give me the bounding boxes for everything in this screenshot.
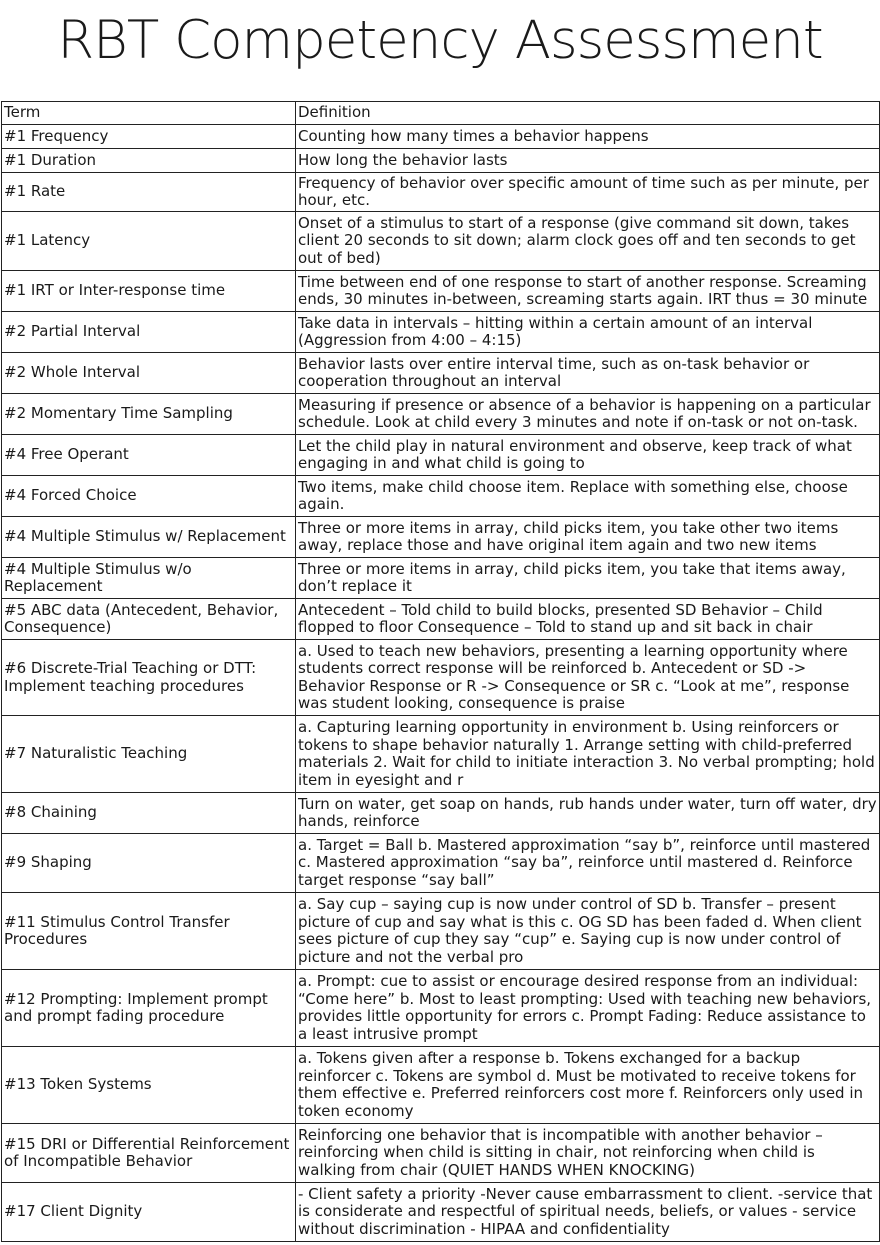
definition-cell: Let the child play in natural environment and observe, keep track of what engaging in and what child is going to: [296, 435, 880, 476]
term-cell: #4 Multiple Stimulus w/o Replacement: [2, 558, 296, 599]
term-cell: #2 Partial Interval: [2, 312, 296, 353]
table-row: [2, 1183, 880, 1242]
table-row: [2, 793, 880, 834]
table-row: [2, 394, 880, 435]
table-row: [2, 271, 880, 312]
term-cell: #12 Prompting: Implement prompt and prompt fading procedure: [2, 970, 296, 1047]
term-cell: #6 Discrete-Trial Teaching or DTT: Implement teaching procedures: [2, 640, 296, 716]
term-cell: #4 Forced Choice: [2, 476, 296, 517]
table-row: [2, 173, 880, 212]
definition-cell: How long the behavior lasts: [296, 149, 880, 173]
definition-cell: Reinforcing one behavior that is incompatible with another behavior – reinforcing when child is sitting in chair, not reinforcing when child is walking from chair (QUIET HANDS WHEN KNOCKING): [296, 1124, 880, 1183]
definition-cell: Three or more items in array, child picks item, you take that items away, don’t replace it: [296, 558, 880, 599]
table-row: [2, 435, 880, 476]
definition-cell: - Client safety a priority -Never cause embarrassment to client. -service that is considerate and respectful of spiritual needs, beliefs, or values - service without discrimination - HIPAA and confidentiality: [296, 1183, 880, 1242]
table-row: [2, 558, 880, 599]
definition-cell: a. Prompt: cue to assist or encourage desired response from an individual: “Come here” b. Most to least prompting: Used with teaching new behaviors, provides little opportunity for errors c. Prompt Fading: Reduce assistance to a least intrusive prompt: [296, 970, 880, 1047]
term-cell: #5 ABC data (Antecedent, Behavior, Consequence): [2, 599, 296, 640]
term-cell: #4 Free Operant: [2, 435, 296, 476]
term-cell: #8 Chaining: [2, 793, 296, 834]
definition-cell: Three or more items in array, child picks item, you take other two items away, replace those and have original item again and two new items: [296, 517, 880, 558]
definition-cell: Antecedent – Told child to build blocks, presented SD Behavior – Child flopped to floor Consequence – Told to stand up and sit back in chair: [296, 599, 880, 640]
table-header-row: [2, 102, 880, 125]
definition-cell: a. Capturing learning opportunity in environment b. Using reinforcers or tokens to shape behavior naturally 1. Arrange setting with child-preferred materials 2. Wait for child to initiate interaction 3. No verbal prompting; hold item in eyesight and r: [296, 716, 880, 793]
definition-cell: Behavior lasts over entire interval time, such as on-task behavior or cooperation throughout an interval: [296, 353, 880, 394]
table-row: [2, 834, 880, 893]
table-row: [2, 212, 880, 271]
term-cell: #1 Frequency: [2, 125, 296, 149]
definition-cell: Measuring if presence or absence of a behavior is happening on a particular schedule. Look at child every 3 minutes and note if on-task or not on-task.: [296, 394, 880, 435]
table-row: [2, 149, 880, 173]
definition-cell: Time between end of one response to start of another response. Screaming ends, 30 minutes in-between, screaming starts again. IRT thus = 30 minute: [296, 271, 880, 312]
definition-cell: a. Tokens given after a response b. Tokens exchanged for a backup reinforcer c. Tokens are symbol d. Must be motivated to receive tokens for them effective e. Preferred reinforcers cost more f. Reinforcers only used in token economy: [296, 1047, 880, 1124]
table-row: [2, 893, 880, 970]
term-cell: #15 DRI or Differential Reinforcement of Incompatible Behavior: [2, 1124, 296, 1183]
term-cell: #17 Client Dignity: [2, 1183, 296, 1242]
term-cell: #4 Multiple Stimulus w/ Replacement: [2, 517, 296, 558]
table-row: [2, 640, 880, 716]
table-row: [2, 353, 880, 394]
term-cell: #9 Shaping: [2, 834, 296, 893]
table-row: [2, 716, 880, 793]
term-cell: #2 Whole Interval: [2, 353, 296, 394]
table-row: [2, 517, 880, 558]
term-cell: #1 Rate: [2, 173, 296, 212]
definition-cell: Onset of a stimulus to start of a response (give command sit down, takes client 20 seconds to sit down; alarm clock goes off and ten seconds to get out of bed): [296, 212, 880, 271]
page-title: RBT Competency Assessment: [57, 10, 823, 71]
term-cell: #1 IRT or Inter-response time: [2, 271, 296, 312]
term-cell: #1 Latency: [2, 212, 296, 271]
table-row: [2, 476, 880, 517]
term-cell: #2 Momentary Time Sampling: [2, 394, 296, 435]
definition-cell: Turn on water, get soap on hands, rub hands under water, turn off water, dry hands, reinforce: [296, 793, 880, 834]
definition-cell: Take data in intervals – hitting within a certain amount of an interval (Aggression from 4:00 – 4:15): [296, 312, 880, 353]
table-row: [2, 1047, 880, 1124]
table-row: [2, 1124, 880, 1183]
table-row: [2, 970, 880, 1047]
term-cell: #1 Duration: [2, 149, 296, 173]
definition-cell: Frequency of behavior over specific amount of time such as per minute, per hour, etc.: [296, 173, 880, 212]
table-row: [2, 312, 880, 353]
header-definition: Definition: [296, 102, 880, 125]
definition-cell: a. Target = Ball b. Mastered approximation “say b”, reinforce until mastered c. Mastered approximation “say ba”, reinforce until mastered d. Reinforce target response “say ball”: [296, 834, 880, 893]
definition-cell: a. Used to teach new behaviors, presenting a learning opportunity where students correct response will be reinforced b. Antecedent or SD -> Behavior Response or R -> Consequence or SR c. “Look at me”, response was student looking, consequence is praise: [296, 640, 880, 716]
terms-table: [1, 101, 880, 1242]
term-cell: #11 Stimulus Control Transfer Procedures: [2, 893, 296, 970]
table-row: [2, 125, 880, 149]
definition-cell: a. Say cup – saying cup is now under control of SD b. Transfer – present picture of cup and say what is this c. OG SD has been faded d. When client sees picture of cup they say “cup” e. Saying cup is now under control of picture and not the verbal pro: [296, 893, 880, 970]
table-row: [2, 599, 880, 640]
header-term: Term: [2, 102, 296, 125]
definition-cell: Two items, make child choose item. Replace with something else, choose again.: [296, 476, 880, 517]
term-cell: #7 Naturalistic Teaching: [2, 716, 296, 793]
definition-cell: Counting how many times a behavior happens: [296, 125, 880, 149]
term-cell: #13 Token Systems: [2, 1047, 296, 1124]
